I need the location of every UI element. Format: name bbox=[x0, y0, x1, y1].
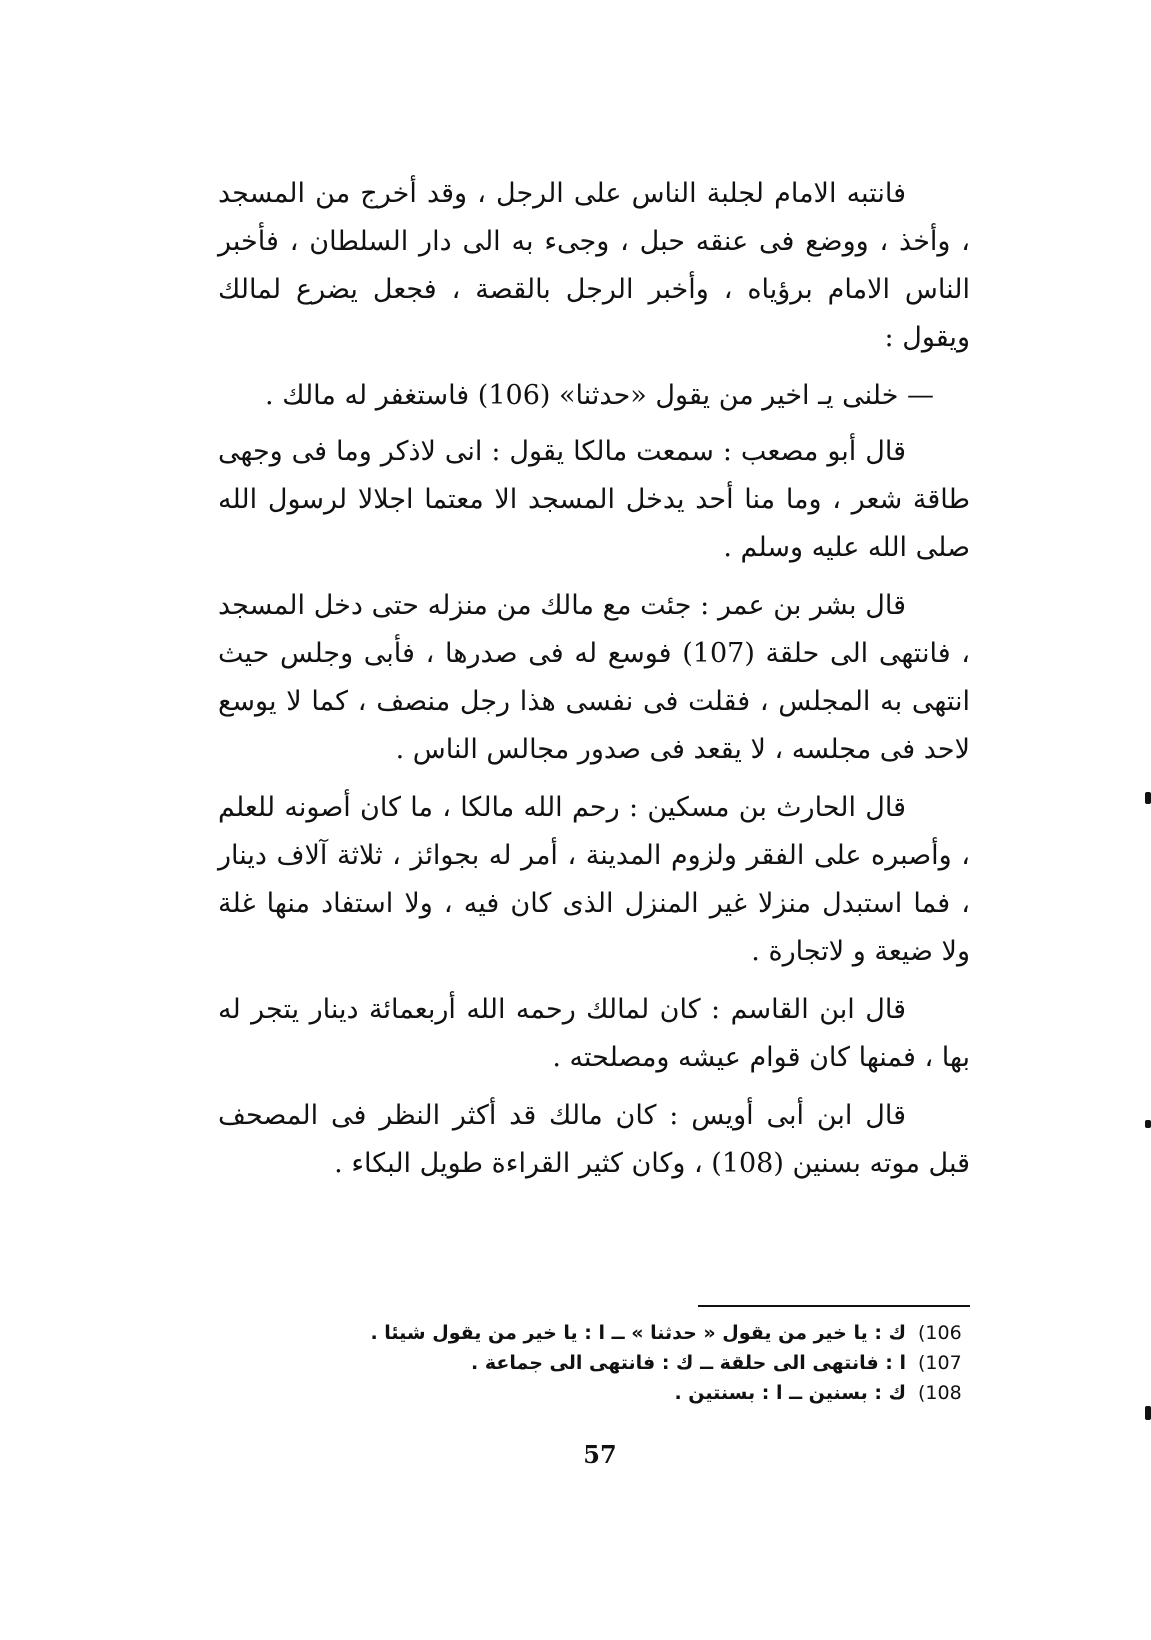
paragraph-6: قال ابن أبى أويس : كان مالك قد أكثر النظر فى المصحف قبل موته بسنين (108) ، وكان كثير القراءة طويل البكاء . bbox=[218, 1100, 970, 1179]
scan-edge-mark bbox=[1145, 1406, 1151, 1420]
footnote-number: (108 bbox=[918, 1382, 962, 1404]
paragraph-2: قال أبو مصعب : سمعت مالكا يقول : انى لاذكر وما فى وجهى طاقة شعر ، وما منا أحد يدخل المسجد الا معتما اجلالا لرسول الله صلى الله عليه وسلم . bbox=[218, 436, 970, 563]
page-number: 57 bbox=[583, 1440, 617, 1469]
quoted-line: — خلنى يـ اخير من يقول «حدثنا» (106) فاستغفر له مالك . bbox=[265, 380, 934, 411]
scan-edge-mark bbox=[1145, 792, 1151, 804]
footnote-text: ك : يا خير من يقول « حدثنا » ــ ا : يا خير من يقول شيئا . bbox=[370, 1322, 906, 1344]
scan-edge-mark bbox=[1145, 1120, 1151, 1128]
footnote-number: (107 bbox=[918, 1352, 962, 1374]
footnote-text: ا : فانتهى الى حلقة ــ ك : فانتهى الى جماعة . bbox=[470, 1352, 906, 1374]
footnote-item bbox=[280, 1348, 970, 1378]
main-text bbox=[218, 170, 970, 1198]
paragraph-1: فانتبه الامام لجلبة الناس على الرجل ، وقد أخرج من المسجد ، وأخذ ، ووضع فى عنقه حبل ، وجىء به الى دار السلطان ، فأخبر الناس الامام برؤياه ، وأخبر الرجل بالقصة ، فجعل يضرع لمالك ويقول : bbox=[218, 178, 970, 353]
footnote-item bbox=[280, 1318, 970, 1348]
paragraph-5: قال ابن القاسم : كان لمالك رحمه الله أربعمائة دينار يتجر له بها ، فمنها كان قوام عيشه ومصلحته . bbox=[218, 994, 970, 1073]
footnote-item bbox=[280, 1378, 970, 1408]
paragraph-4: قال الحارث بن مسكين : رحم الله مالكا ، ما كان أصونه للعلم ، وأصبره على الفقر ولزوم المدينة ، أمر له بجوائز ، ثلاثة آلاف دينار ، فما استبدل منزلا غير المنزل الذى كان فيه ، ولا استفاد منها غلة ولا ضيعة و لاتجارة . bbox=[218, 792, 970, 967]
paragraph-3: قال بشر بن عمر : جئت مع مالك من منزله حتى دخل المسجد ، فانتهى الى حلقة (107) فوسع له فى صدرها ، فأبى وجلس حيث انتهى به المجلس ، فقلت فى نفسى هذا رجل منصف ، كما لا يوسع لاحد فى مجلسه ، لا يقعد فى صدور مجالس الناس . bbox=[218, 590, 970, 765]
footnote-divider bbox=[698, 1305, 970, 1307]
footnote-number: (106 bbox=[918, 1322, 962, 1344]
footnote-text: ك : بسنين ــ ا : بسنتين . bbox=[674, 1382, 906, 1404]
footnotes bbox=[280, 1318, 970, 1408]
